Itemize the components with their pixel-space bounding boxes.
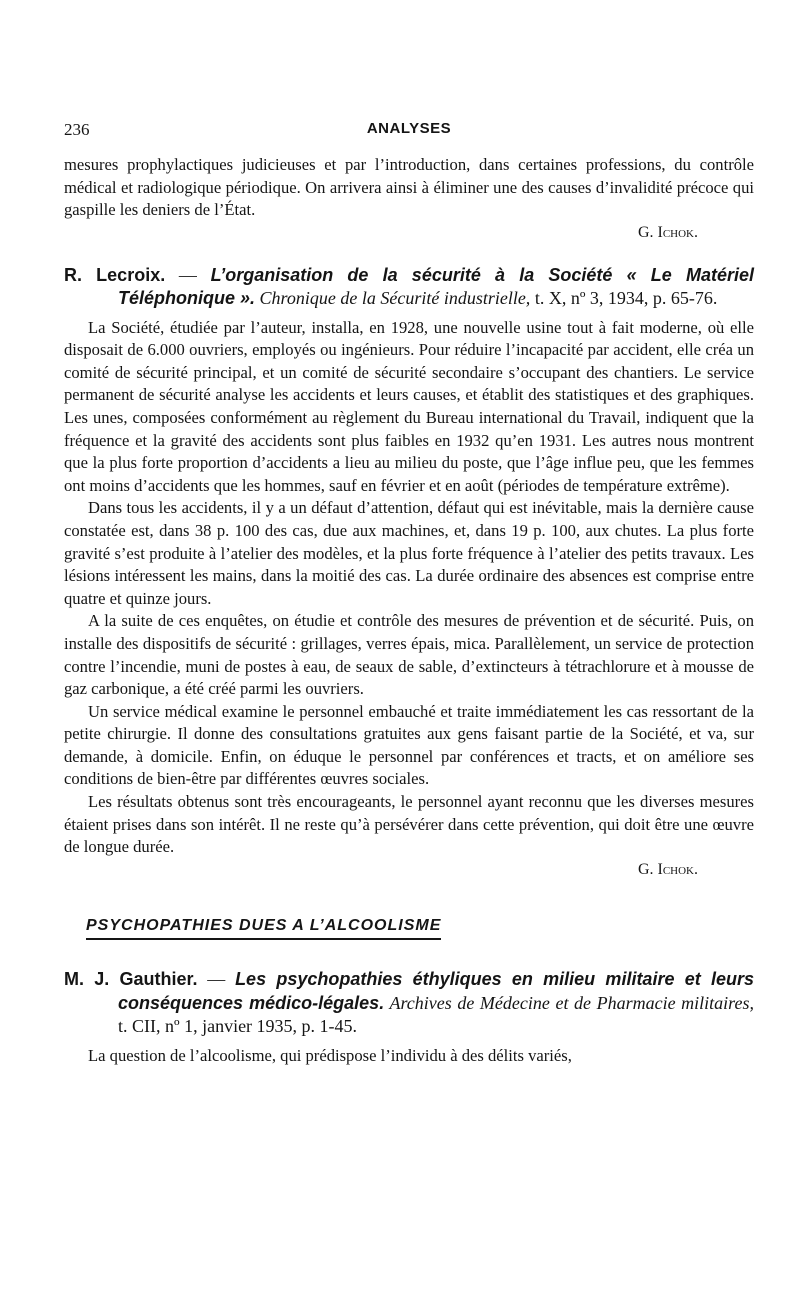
signature-initial: G. [637,223,654,241]
signature-name: Ichok. [657,223,698,241]
article-paragraph: A la suite de ces enquêtes, on étudie et contrôle des mesures de prévention et de sécurité. Puis, on installe des dispositifs de sécurité : grillages, verres épais, mica. Parallèlement, un service de protection contre l’incendie, muni de postes à eau, de seaux de sable, d’extincteurs à tétrachlorure et à mousse de gaz carbonique, a été créé parmi les ouvriers. [64,611,754,699]
journal-name: Chronique de la Sécurité industrielle, [255,288,531,309]
continuation-paragraph: mesures prophylactiques judicieuses et par l’introduction, dans certaines professions, du contrôle médical et radiologique périodique. On arrivera ainsi à éliminer une des causes d’invalidité précoce qui gaspille les deniers de l’État. [64,155,754,220]
article-paragraph: La Société, étudiée par l’auteur, installa, en 1928, une nouvelle usine tout à fait moderne, où elle disposait de 6.000 ouvriers, employés ou ingénieurs. Pour réduire l’incapacité par accident, elle créa un comité de sécurité principal, et un comité de sécurité secondaire s’occupant des chantiers. Le service permanent de sécurité analyse les accidents et leurs causes, et établit des statistiques et des graphiques. Les unes, composées conformément au règlement du Bureau international du Travail, indiquent que la fréquence et la gravité des accidents sont plus faibles en 1932 qu’en 1931. Les autres nous montrent que la plus forte proportion d’accidents a lieu au milieu du poste, que l’âge influe peu, que les femmes ont moins d’accidents que les hommes, sauf en février et en août (périodes de température extrême). [64,317,754,495]
article-author: M. J. Gauthier. [64,969,198,990]
article-title: L’organisation de la sécurité à la Société « Le Matériel Téléphonique ». [118,264,755,309]
page-content [64,154,754,1067]
reviewer-signature [64,859,754,881]
journal-name: Archives de Médecine et de Pharmacie militaires, [384,992,755,1013]
article-reference [64,264,754,311]
running-head: ANALYSES [366,120,452,137]
section-heading: PSYCHOPATHIES DUES A L’ALCOOLISME [86,915,441,941]
article-reference [64,968,754,1038]
reference-dash: — [165,264,211,285]
article-paragraph: Les résultats obtenus sont très encourageants, le personnel ayant reconnu que les diverses mesures étaient prises dans son intérêt. Il ne reste qu’à persévérer dans cette prévention, qui doit être une œuvre de longue durée. [64,792,754,857]
article-paragraph: Un service médical examine le personnel embauché et traite immédiatement les cas ressortant de la petite chirurgie. Il donne des consultations gratuites aux gens faisant partie de la Société, et va, sur demande, à domicile. Enfin, on éduque le personnel par conférences et tracts, et on améliore ses conditions de bien-être par différentes œuvres sociales. [64,701,754,789]
page-header [64,120,754,144]
journal-details: t. X, nº 3, 1934, p. 65-76. [530,288,718,309]
page-number: 236 [64,120,90,139]
signature-initial: G. [637,860,654,878]
article-paragraph: La question de l’alcoolisme, qui prédispose l’individu à des délits variés, [88,1045,572,1065]
journal-details: t. CII, nº 1, janvier 1935, p. 1-45. [118,1016,358,1037]
reviewer-signature [64,222,754,244]
reference-dash: — [197,969,236,990]
article-title: Les psychopathies éthyliques en milieu militaire et leurs conséquences médico-légales. [118,969,755,1013]
article-author: R. Lecroix. [64,264,166,285]
article-paragraph: Dans tous les accidents, il y a un défaut d’attention, défaut qui est inévitable, mais la dernière cause constatée est, dans 38 p. 100 des cas, due aux machines, et, dans 19 p. 100, aux chutes. La plus forte gravité s’est produite à l’atelier des modèles, et la plus forte fréquence à l’atelier des petits travaux. Les lésions intéressent les mains, dans la moitié des cas. La durée ordinaire des absences est comprise entre quatre et quinze jours. [64,498,754,608]
signature-name: Ichok. [657,860,698,878]
